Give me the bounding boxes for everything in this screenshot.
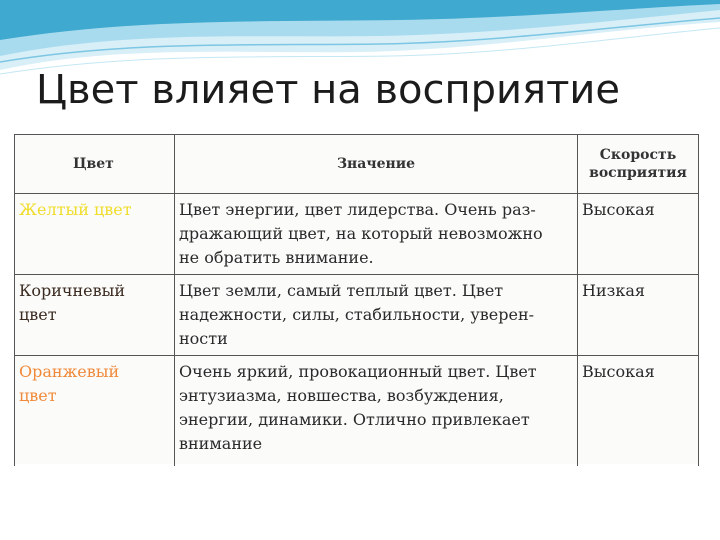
color-name: Оранжевый: [19, 362, 120, 381]
table-row: [15, 356, 699, 467]
header-speed-line1: Скорость: [599, 147, 677, 163]
meaning-line: не обратить внимание.: [179, 248, 374, 267]
speed-cell: Высокая: [578, 356, 699, 467]
color-name-cell: [15, 275, 175, 356]
table-header-row: [15, 135, 699, 194]
color-name: Желтый цвет: [19, 200, 132, 219]
color-name-cont: цвет: [19, 386, 57, 405]
meaning-line: энтузиазма, новшества, возбуждения,: [179, 386, 504, 405]
table-row: [15, 275, 699, 356]
meaning-line: ности: [179, 329, 228, 348]
slide-title: Цвет влияет на восприятие: [36, 67, 621, 113]
color-name-cell: [15, 356, 175, 467]
meaning-line: энергии, динамики. Отлично привлекает: [179, 410, 530, 429]
header-color: Цвет: [15, 135, 175, 194]
table-row: [15, 194, 699, 275]
meaning-cell: [175, 275, 578, 356]
meaning-cell: [175, 356, 578, 467]
meaning-line: Очень яркий, провокационный цвет. Цвет: [179, 362, 537, 381]
header-meaning: Значение: [175, 135, 578, 194]
meaning-cell: [175, 194, 578, 275]
color-name: Коричневый: [19, 281, 126, 300]
speed-cell: Низкая: [578, 275, 699, 356]
meaning-line: надежности, силы, стабильности, уверен-: [179, 305, 535, 324]
header-speed: [578, 135, 699, 194]
meaning-line: Цвет земли, самый теплый цвет. Цвет: [179, 281, 504, 300]
color-perception-table: [14, 134, 699, 466]
meaning-line: Цвет энергии, цвет лидерства. Очень раз-: [179, 200, 536, 219]
color-name-cont: цвет: [19, 305, 57, 324]
meaning-line: внимание: [179, 434, 263, 453]
speed-cell: Высокая: [578, 194, 699, 275]
color-name-cell: [15, 194, 175, 275]
header-speed-line2: восприятия: [589, 165, 687, 181]
meaning-line: дражающий цвет, на который невозможно: [179, 224, 543, 243]
